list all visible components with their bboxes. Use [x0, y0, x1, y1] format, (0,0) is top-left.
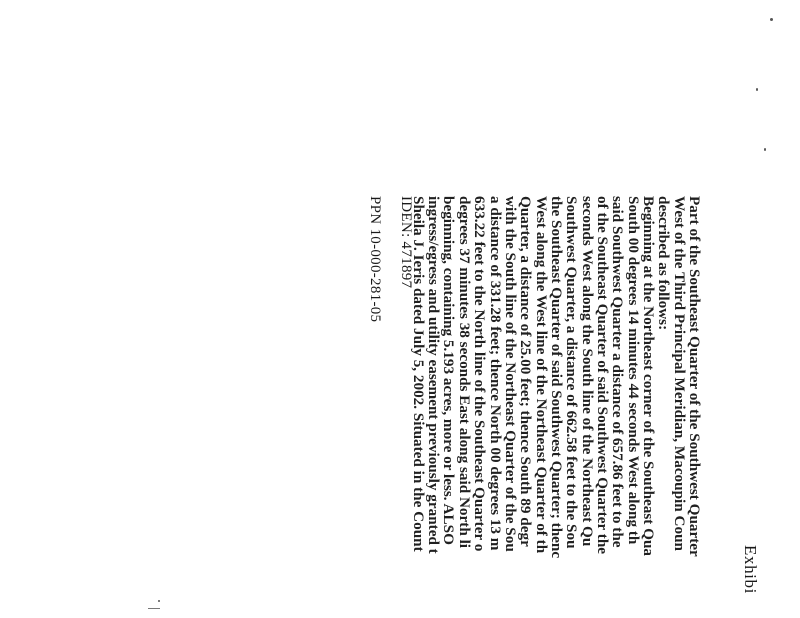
ppn-number: PPN 10-000-281-05 — [367, 196, 383, 323]
legal-description-line: said Southwest Quarter a distance of 657.86 feet to the — [609, 196, 627, 548]
legal-description-line: 633.22 feet to the North line of the Southeast Quarter o — [471, 196, 489, 552]
scan-speck — [158, 600, 160, 602]
scan-speck — [148, 608, 160, 609]
scan-speck — [756, 88, 758, 91]
legal-description-line: Part of the Southeast Quarter of the Southwest Quarter — [686, 196, 703, 557]
legal-description-line: West along the West line of the Northeast Quarter of th — [532, 196, 550, 554]
scan-speck — [764, 148, 766, 151]
legal-description-line: with the South line of the Northeast Quarter of the Sou — [501, 196, 519, 552]
legal-description-line: Quarter, a distance of 25.00 feet; thence South 89 degr — [517, 196, 535, 547]
legal-description-line: Southwest Quarter, a distance of 662.58 feet to the Sou — [563, 196, 581, 549]
legal-description-line: Beginning at the Northeast corner of the Southeast Qua — [639, 196, 657, 556]
legal-description-line: South 00 degrees 14 minutes 44 seconds West along th — [624, 196, 642, 545]
legal-description-line: of the Southeast Quarter of said Southwest Quarter the — [593, 196, 611, 555]
legal-description-line: Sheila J. Ieris dated July 5, 2002. Situated in the Count — [409, 196, 427, 552]
legal-description-line: seconds West along the South line of the Northeast Qu — [578, 196, 596, 547]
legal-description-line: degrees 37 minutes 38 seconds East along said North li — [455, 196, 473, 549]
legal-description-line: described as follows: — [655, 196, 673, 331]
legal-description-line: West of the Third Principal Meridian, Macoupin Coun — [670, 196, 688, 551]
legal-description-line: a distance of 331.28 feet; thence North 00 degrees 13 m — [486, 196, 504, 551]
legal-description — [410, 196, 702, 558]
legal-description-line: ingress/egress and utility easement previously granted t — [425, 196, 443, 554]
exhibit-title: Exhibi — [741, 545, 760, 594]
legal-description-line: beginning, containing 5.193 acres, more or less. ALSO — [440, 196, 458, 545]
scan-speck — [770, 18, 773, 21]
iden-number: IDEN: 471897 — [398, 196, 414, 289]
legal-description-line: the Southeast Quarter of said Southwest Quarter; thenc — [547, 196, 565, 559]
